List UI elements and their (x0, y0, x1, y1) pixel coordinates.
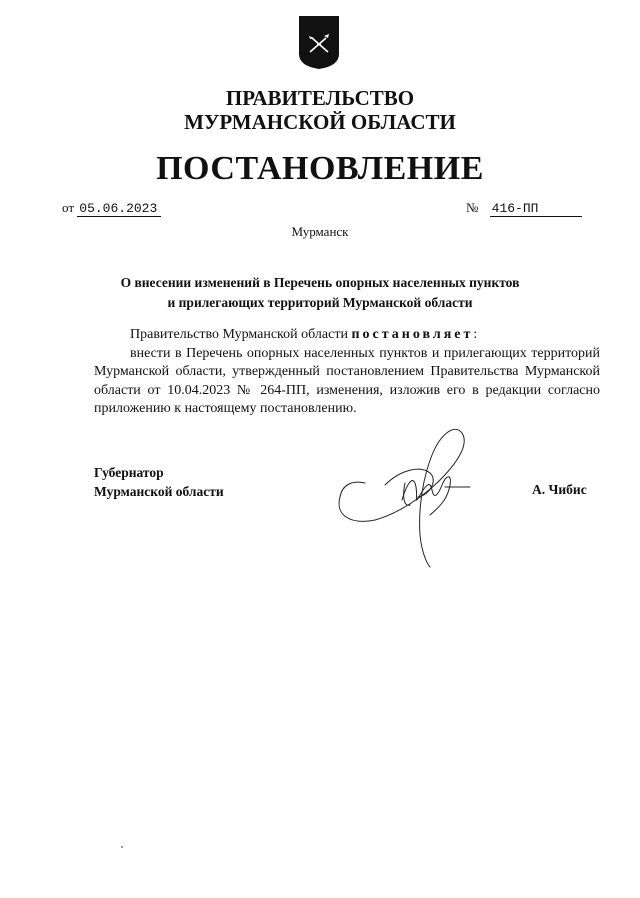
document-type: ПОСТАНОВЛЕНИЕ (156, 150, 484, 187)
intro-text: Правительство Мурманской области (130, 327, 348, 342)
date-field (62, 200, 161, 217)
date-prefix: от (62, 200, 75, 215)
org-line-2: МУРМАНСКОЙ ОБЛАСТИ (184, 110, 456, 134)
org-line-1: ПРАВИТЕЛЬСТВО (225, 86, 415, 110)
date-value: 05.06.2023 (77, 202, 161, 217)
subject-line-1: О внесении изменений в Перечень опорных населенных пунктов (120, 275, 520, 290)
city-label: Мурманск (291, 224, 349, 239)
number-prefix: № (466, 200, 479, 215)
intro-colon: : (473, 327, 478, 342)
signatory-title (94, 463, 224, 501)
signatory-title-line-1: Губернатор (94, 465, 164, 480)
subject-line-2: и прилегающих территорий Мурманской области (167, 295, 473, 310)
scan-speck (121, 846, 123, 848)
number-value: 416-ПП (490, 202, 582, 217)
decree-word: постановляет (351, 327, 474, 342)
decree-text: внести в Перечень опорных населенных пунктов и прилегающих территорий Мурманской области, утвержденный постановлением Правительства Мурманской области от 10.04.2023 № 264-ПП, изменения, изложив его в редакции согласно приложению к настоящему постановлению. (94, 345, 600, 416)
coat-of-arms-icon (296, 14, 342, 70)
signatory-name: А. Чибис (532, 482, 587, 497)
handwritten-signature (330, 425, 480, 570)
government-title (0, 86, 640, 134)
signatory-title-line-2: Мурманской области (94, 484, 224, 499)
decree-intro (94, 326, 600, 345)
document-body (94, 326, 600, 419)
document-subject (0, 273, 640, 313)
number-field (466, 200, 582, 217)
